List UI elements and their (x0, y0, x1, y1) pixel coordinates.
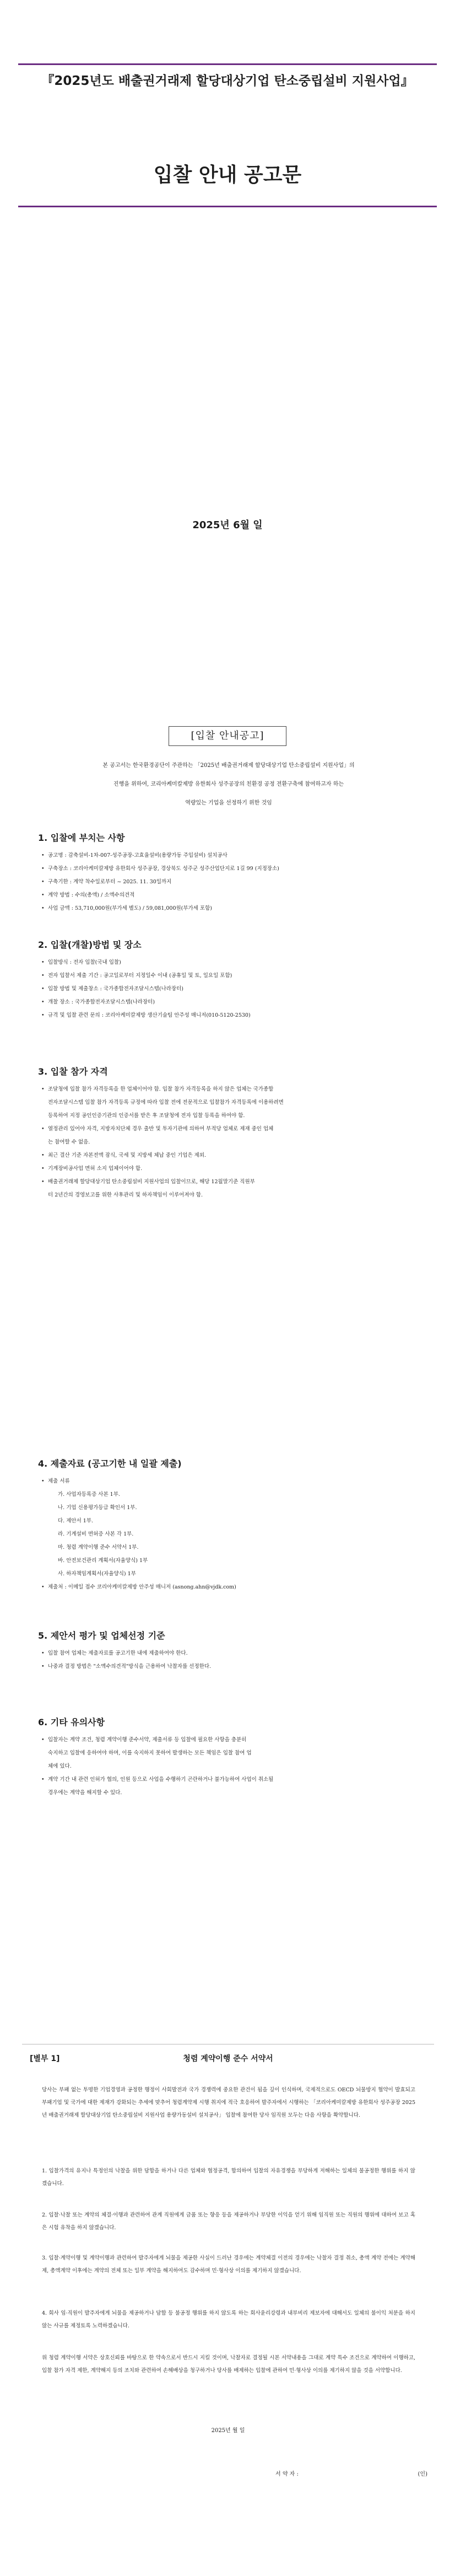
list-item: • 사업 금액 : 53,710,000원(부가세 별도) / 59,081,000원(부가세 포함) (38, 902, 424, 915)
attachment-title: 청렴 계약이행 준수 서약서 (183, 2054, 273, 2063)
bottom-rule (18, 206, 437, 207)
document-subtitle: 『2025년도 배출권거래제 할당대상기업 탄소중립설비 지원사업』 (41, 74, 414, 88)
section-notes (38, 1716, 424, 1800)
section-title: 3. 입찰 참가 자격 (38, 1066, 108, 1077)
list-item: 터 2년간의 경영보고를 위한 사후관리 및 하자책임이 이루어져야 함. (48, 1192, 203, 1198)
list-item: • 최근 결산 기준 자본전액 잠식, 국세 및 지방세 체납 중인 기업은 제외. (38, 1149, 424, 1162)
list-item: • 입찰방식 : 전자 입찰(국내 입찰) (38, 956, 424, 969)
section-list (38, 956, 424, 1022)
list-item: 나. 기업 신용평가등급 확인서 1부. (58, 1505, 137, 1511)
section-list (38, 1647, 424, 1673)
section-list (38, 849, 424, 915)
section-bid-items (38, 831, 424, 915)
notice-box-title: [입찰 안내공고] (169, 726, 286, 746)
list-item: • 열정관리 있어야 자격, 지방자치단체 경우 출반 및 투자기관에 의하여 부적당 업체로 제재 중인 업체 (38, 1123, 424, 1136)
attachment-header (22, 2047, 434, 2071)
list-item: • 구축기한 : 계약 착수일로부터 ~ 2025. 11. 30일까지 (38, 876, 424, 889)
list-item: 사. 하자책임계획서(자율양식) 1부 (58, 1571, 136, 1577)
list-item: • 규격 및 입찰 관련 문의 : 코리아케미칼제방 생산기술팀 안주성 매니저(010-5120-2530) (38, 1009, 424, 1022)
section-bid-method (38, 938, 424, 1022)
list-item: • 개찰 장소 : 국가종합전자조달시스템(나라장터) (38, 996, 424, 1009)
notice-intro (42, 756, 415, 813)
intro-line: 진행을 위하여, 코리아케미칼제방 유한회사 성주공장의 친환경 공정 전환구축에 참여하고자 하는 (113, 781, 344, 787)
list-item: • 전자 입찰서 제출 기간 : 공고일로부터 지정일수 이내 (공휴일 및 토, 일요일 포함) (38, 969, 424, 983)
section-list (38, 1083, 424, 1202)
section-title: 4. 제출자료 (공고기한 내 일괄 제출) (38, 1458, 182, 1469)
list-item: • 제출 서류 (38, 1475, 424, 1488)
list-item: • 기계장비공사업 면허 소지 업체이어야 함. (38, 1162, 424, 1176)
section-qualification (38, 1065, 424, 1202)
section-title: 6. 기타 유의사항 (38, 1717, 105, 1727)
list-item: 경우에는 계약을 해지할 수 있다. (48, 1790, 122, 1796)
pledge-paragraph: 3. 입찰·계약이행 및 계약이행과 관련하여 발주자에게 뇌물을 제공한 사실이 드러난 경우에는 계약체결 이전의 경우에는 낙찰자 결정 취소, 총액 계약 전에는 계약해제, 총액계약 이후에는 계약의 전체 또는 일부 계약을 해지하여도 감수하며 민·형사상 이의를 제기하지 않겠습니다. (42, 2255, 415, 2274)
list-item: 바. 안전보건관리 계획서(자율양식) 1부 (58, 1558, 148, 1564)
signer-label: 서 약 자 : (275, 2471, 299, 2477)
intro-line: 역량있는 기업을 선정하기 위한 것임 (185, 800, 272, 806)
top-rule (18, 63, 437, 65)
list-item: • 계약 기간 내 관련 인허가 협의, 인원 등으로 사업을 수행하기 곤란하거나 불가능하여 사업이 취소될 (38, 1773, 424, 1786)
document-date: 2025년 6월 일 (192, 519, 263, 531)
list-item: 등록하여 지정 공인인증기관의 인증서를 받은 후 조달청에 전자 입찰 등록을 하여야 함. (48, 1113, 245, 1119)
list-item: 라. 기계설비 면허증 사본 각 1부. (58, 1531, 134, 1537)
list-item: • 입찰 참여 업체는 제출자료를 공고기한 내에 제출하여야 한다. (38, 1647, 424, 1660)
list-item: 전자조달시스템 입찰 참가 자격등록 규정에 따라 입찰 전에 전문적으로 입찰참가 자격등록에 이용하려면 (48, 1099, 284, 1105)
sign-date: 2025년 월 일 (211, 2428, 245, 2434)
signature-line (275, 2469, 427, 2477)
list-item: 는 참여할 수 없음. (48, 1139, 90, 1145)
pledge-paragraph: 위 청렴 계약이행 서약은 상호신뢰를 바탕으로 한 약속으로서 반드시 지킬 것이며, 낙찰자로 결정될 시본 서약내용을 그대로 계약 특수 조건으로 계약하여 이행하고, 입찰 참가 자격 제한, 계약해지 등의 조치와 관련하여 손해배상을 청구하거나 당사를 배제하는 입찰에 관하여 민·형사상 이의를 제기하지 않을 것을 서약합니다. (42, 2355, 415, 2374)
list-item: 다. 제안서 1부. (58, 1518, 94, 1524)
list-item: • 계약 방법 : 수의(총액) / 소액수의견적 (38, 889, 424, 902)
section-evaluation (38, 1629, 424, 1673)
document-title: 입찰 안내 공고문 (153, 164, 302, 186)
section-title: 1. 입찰에 부치는 사항 (38, 833, 125, 843)
seal-mark: (인) (418, 2471, 427, 2477)
list-item: • 배출권거래제 할당대상기업 탄소중립설비 지원사업의 입찰이므로, 해당 12월말기준 직원부 (38, 1176, 424, 1189)
attachment-tag: [별부 1] (30, 2054, 60, 2063)
list-item: • 입찰 방법 및 제출창소 : 국가종합전자조달시스템(나라장터) (38, 983, 424, 996)
section-title: 2. 입찰(개찰)방법 및 장소 (38, 940, 142, 950)
list-item: 마. 청렴 계약이행 준수 서약서 1부. (58, 1544, 139, 1550)
list-item: • 조달청에 입찰 참가 자격등록을 한 업체이어야 함. 입찰 참가 자격등록을 하지 않은 업체는 국가종합 (38, 1083, 424, 1096)
intro-line: 본 공고서는 한국환경공단이 주관하는 「2025년 배출권거래제 할당대상기업 탄소중립설비 지원사업」의 (102, 763, 355, 769)
list-item: • 구축장소 : 코리아케미칼제방 유한회사 성주공장, 경상북도 성주군 성주산업단지로 1길 99 (지정장소) (38, 862, 424, 876)
section-title: 5. 제안서 평가 및 업체선정 기준 (38, 1630, 165, 1641)
list-item: • 제출처 : 이메일 접수 코리아케미칼제방 안주성 매니저 (asnong.ahn@vjdk.com) (38, 1581, 424, 1594)
pledge-paragraph: 당사는 부패 없는 투명한 기업경영과 공정한 행정이 사회발전과 국가 경쟁력에 중요한 관건이 됨을 깊이 인식하며, 국제적으로도 OECD 뇌물방지 협약이 발효되고 부패기업 및 국가에 대한 제재가 강화되는 추세에 맞추어 청렴계약제 시행 취지에 적극 호응하여 발주자에서 시행하는 「코리아케미칼제방 유한회사 성주공장 2025년 배출권거래제 할당대상기업 탄소중립설비 지원사업 용량가동설비 설치공사」 입찰에 참여한 당사 임직원 모두는 다음 사항을 확약합니다. (42, 2087, 415, 2118)
pledge-paragraph: 1. 입찰가격의 유지나 특정인의 낙찰을 위한 담합을 하거나 다른 업체와 협정공격, 합의하여 입찰의 자유경쟁을 부당하게 저해하는 일체의 불공정한 행위를 하지 않겠습니다. (42, 2168, 415, 2187)
section-submission (38, 1457, 424, 1594)
list-item: • 입찰자는 계약 조건, 청렴 계약이행 준수서약, 제출서류 등 입찰에 필요한 사항을 충분히 (38, 1734, 424, 1747)
list-item: • 공고명 : 감축설비-1차-007-성주공장-고효율설비(용량가동 주입설비) 설치공사 (38, 849, 424, 862)
list-item: 체에 있다. (48, 1763, 72, 1769)
list-item: • 나중과 결정 방법은 "소액수의견적"방식을 근용하여 낙찰자를 선정한다. (38, 1660, 424, 1673)
list-item: 가. 사업자등록증 사본 1부. (58, 1491, 120, 1498)
list-item: 숙지하고 입찰에 응하여야 하며, 이를 숙지하지 못하여 발생하는 모든 책임은 입찰 참여 업 (48, 1750, 252, 1756)
section-list (38, 1734, 424, 1800)
pledge-paragraph: 2. 입찰·낙찰 또는 계약의 체결·이행과 관련하여 관계 직원에게 금품 또는 향응 등을 제공하거나 부당한 이익을 얻기 위해 임직원 또는 직원의 행위에 대하여 보고 혹은 시험 유착을 하지 않겠습니다. (42, 2212, 415, 2231)
pledge-paragraph: 4. 회사 임·직원이 발주자에게 뇌물을 제공하거나 담합 등 불공정 행위를 하지 않도록 하는 회사윤리강령과 내부비리 제보자에 대해서도 일체의 불이익 처분을 하지 않는 사규를 제정토록 노력하겠습니다. (42, 2310, 415, 2329)
section-list (38, 1475, 424, 1594)
